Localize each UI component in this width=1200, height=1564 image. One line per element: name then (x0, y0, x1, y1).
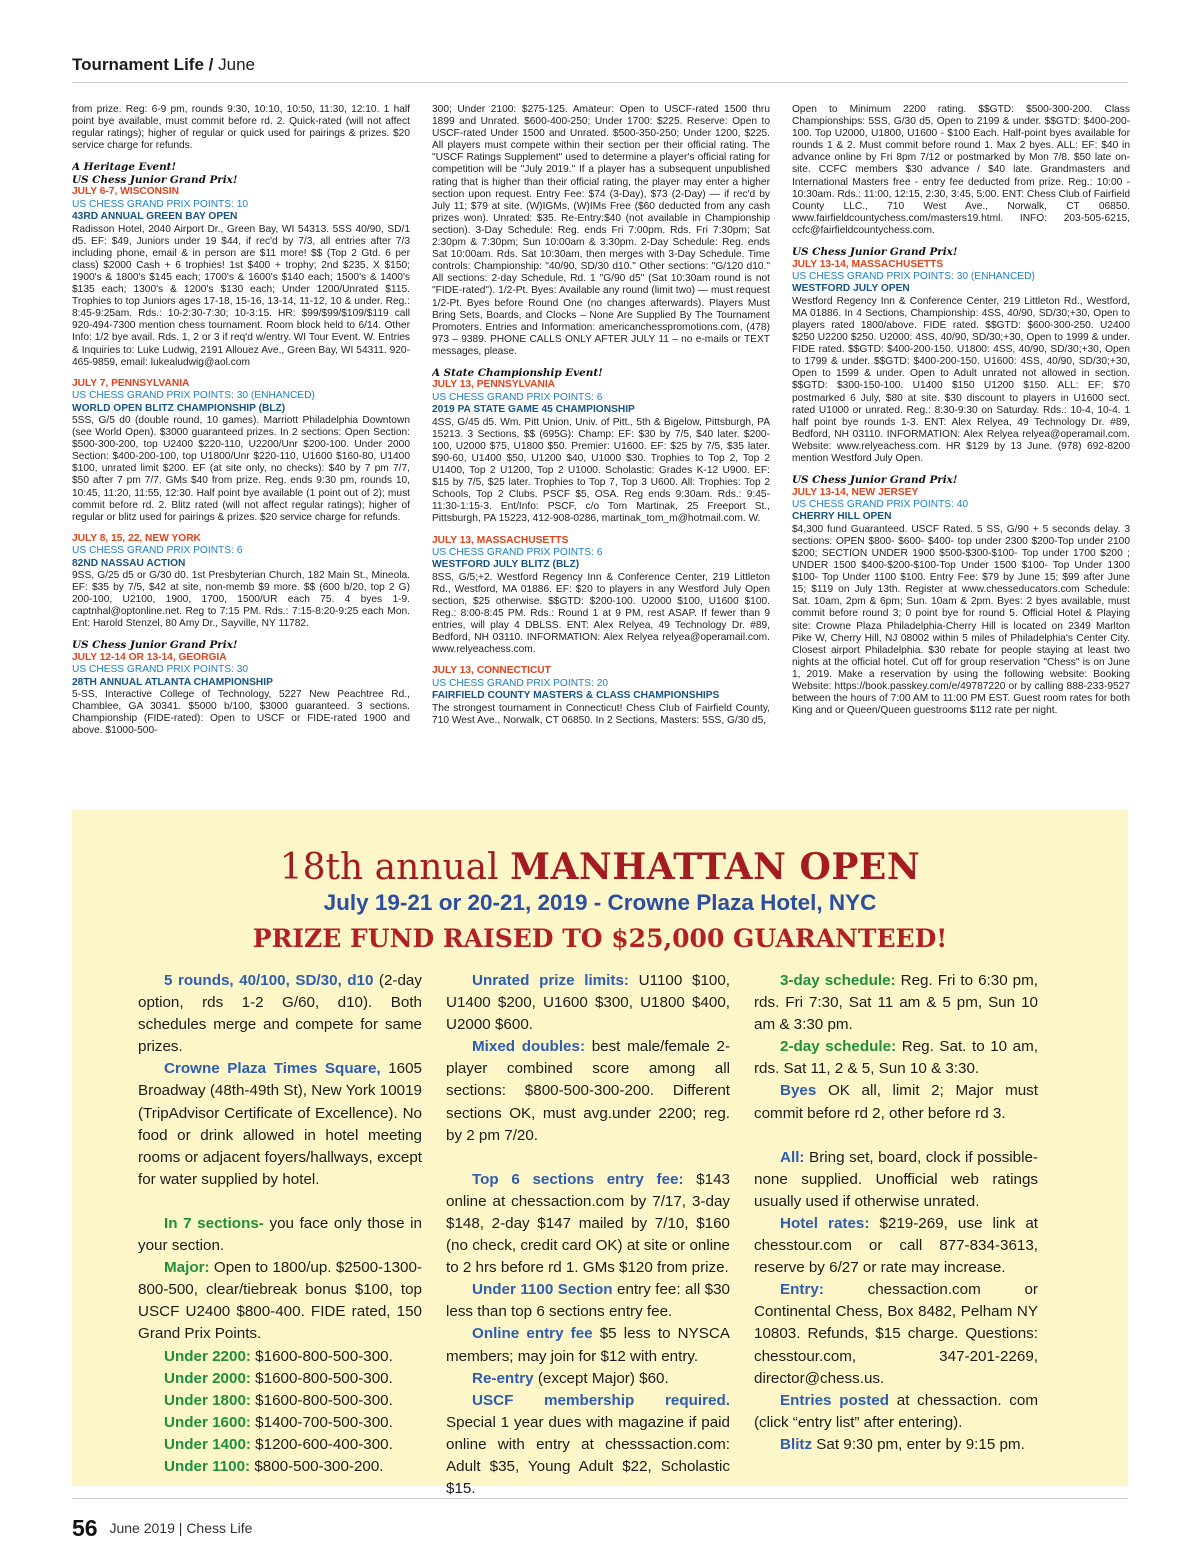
page-number: 56 (72, 1515, 98, 1541)
event-gp-points: US CHESS GRAND PRIX POINTS: 6 (72, 545, 243, 557)
event-gp-points: US CHESS GRAND PRIX POINTS: 20 (432, 677, 609, 689)
listing-column-1 (72, 104, 410, 794)
ad-paragraph (446, 1390, 730, 1500)
ad-text: OK all, limit 2; Major must commit before rd 2, other before rd 3. (754, 1082, 1038, 1122)
ad-paragraph (754, 1434, 1038, 1456)
ad-highlight: Under 1100: (164, 1457, 251, 1475)
ad-text: Reg. Sat. to 10 am, rds. Sat 11, 2 & 5, Sun 10 & 3:30. (754, 1038, 1038, 1078)
ad-paragraph (754, 1390, 1038, 1434)
event-westford-july-open (792, 246, 1130, 465)
ad-text: $1600-800-500-300. (250, 1391, 393, 1409)
ad-highlight: Under 1800: (164, 1391, 251, 1409)
event-name: FAIRFIELD COUNTY MASTERS & CLASS CHAMPIONSHIPS (432, 690, 720, 702)
ad-column-3 (754, 970, 1038, 1456)
ad-highlight: USCF membership required. (472, 1391, 730, 1409)
ad-highlight: Unrated prize limits: (472, 972, 629, 989)
ad-highlight: 3-day schedule: (780, 972, 896, 989)
ad-paragraph (446, 1368, 730, 1390)
event-details: Radisson Hotel, 2040 Airport Dr., Green Bay, WI 54313. 5SS 40/90, SD/1 d5. EF: $49, Juniors under 19 $44, if rec'd by 7/3, all entries after 7/3 including phone, email & in person are $11 more! $$ (Top 2 Gtd. 6 per class) $2000 Cash + 6 trophies! 1st $400 + trophy; 2nd $235, X $150; 1900's & 1800's $145 each; 1700's & 1600's $140 each; 1500's & 1400's $135 each; 1300's & 1200's $130 each; Under 1200/Unrated $115. Trophies to top Juniors ages 17-18, 15-16, 13-14, 11-12, 10 & under. Reg.: 8:45-9:25am. Rds.: 10-2:30-7:30; 10-3:15. HR: $99/$99/$109/$119 call 920-494-7300 mention chess tournament. Room block held to 6/14. Other Info: 1/2 bye avail. Rds. 1, 2 or 3 if req'd w/entry. WI Tour Event. W. Entries & Inquiries to: Luke Ludwig, 2191 Allouez Ave., Green Bay, WI 54311. 920-465-9859, email: lukealudwig@aol.com (72, 223, 410, 368)
event-nassau-action (72, 533, 410, 631)
event-name: CHERRY HILL OPEN (792, 511, 892, 523)
event-name: WESTFORD JULY BLITZ (BLZ) (432, 559, 580, 571)
event-tag: US Chess Junior Grand Prix! (792, 474, 958, 487)
ad-highlight: Under 1100 Section (472, 1281, 613, 1299)
footer-magazine: Chess Life (186, 1520, 253, 1536)
event-fairfield-county-masters (432, 665, 770, 726)
ad-highlight: Hotel rates: (780, 1214, 870, 1232)
ad-text: best male/female 2-player combined score among all sections: $800-500-300-200. Different sections OK, must avg.under 2200; reg. by 2 pm 7/20. (446, 1038, 731, 1144)
ad-text: (except Major) $60. (533, 1369, 669, 1387)
ad-title-prefix: 18th annual (279, 847, 499, 888)
ad-dates: July 19-21 or 20-21, 2019 - Crowne Plaza Hotel, NYC (323, 890, 877, 915)
ad-prize-line (138, 1346, 422, 1368)
ad-highlight: 5 rounds, 40/100, SD/30, d10 (164, 972, 374, 989)
ad-prize-line (138, 1456, 422, 1478)
event-date: JULY 7, PENNSYLVANIA (72, 377, 190, 389)
ad-paragraph (754, 1036, 1038, 1080)
event-cherry-hill-open (792, 474, 1130, 717)
ad-text: U1100 $100, U1400 $200, U1600 $300, U1800 $400, U2000 $600. (446, 972, 731, 1034)
ad-text: $219-269, use link at chesstour.com or call 877-834-3613, reserve by 6/27 or rate may increase. (754, 1214, 1038, 1277)
event-westford-july-blitz (432, 535, 770, 657)
event-gp-points: US CHESS GRAND PRIX POINTS: 6 (432, 546, 603, 558)
ad-prize-fund: PRIZE FUND RAISED TO $25,000 GUARANTEED! (252, 924, 948, 953)
ad-highlight: Under 1400: (164, 1435, 251, 1453)
ad-highlight: Entries posted (780, 1391, 890, 1409)
event-tag: A State Championship Event! (432, 366, 603, 379)
ad-paragraph (138, 1213, 422, 1257)
footer-rule (72, 1498, 1128, 1499)
event-details: The strongest tournament in Connecticut! Chess Club of Fairfield County, 710 West Ave., Norwalk, CT 06850. In 2 Sections, Masters: 5SS, G/30 d5, (432, 702, 770, 726)
ad-paragraph (754, 1279, 1038, 1389)
running-header (72, 55, 255, 75)
event-details: 5-SS, Interactive College of Technology, 5227 New Peachtree Rd., Chamblee, GA 30341. $5000 b/100, $3000 guaranteed. 3 sections. Championship (FIDE-rated): Open to USCF or FIDE-rated 1900 and above. $1000-500- (72, 689, 410, 737)
header-separator: / (208, 55, 214, 74)
ad-text: $143 online at chessaction.com by 7/17, 3-day $148, 2-day $147 mailed by 7/10, $160 (no check, credit card OK) at site or online to 2 hrs before rd 1. GMs $120 from prize. (446, 1170, 730, 1277)
ad-paragraph (754, 970, 1038, 1036)
event-date: JULY 6-7, WISCONSIN (72, 186, 179, 198)
event-tag: US Chess Junior Grand Prix! (72, 173, 238, 186)
ad-paragraph (138, 1058, 422, 1191)
ad-text: $800-500-300-200. (250, 1457, 384, 1475)
header-rule (72, 82, 1128, 83)
event-name: WESTFORD JULY OPEN (792, 283, 910, 295)
ad-column-1 (138, 970, 422, 1478)
ad-highlight: Byes (780, 1082, 817, 1100)
ad-paragraph (138, 970, 422, 1058)
ad-text: Sat 9:30 pm, enter by 9:15 pm. (812, 1435, 1025, 1453)
event-details: 5SS, G/5 d0 (double round, 10 games). Marriott Philadelphia Downtown (see World Open). $3000 guaranteed prizes. In 2 sections: Open Section: $500-300-200, top U2400 $220-110, U2200/Unr $200-100. Under 2000 Section: $400-200-100, top U1800/Unr $220-110, U1600 $160-80, U1400 $100, unrated limit $200. EF (at site only, no checks): $40 by 7 pm 7/7, $50 after 7 pm 7/7. GMs $40 from prize. Reg. ends 9:30 pm, rounds 10, 10:45, 11:20, 11:55, 12:30. Half point bye available (1 point out of 2); must commit before rd. 2. Blitz rated (will not affect regular ratings); higher of regular or blitz used for pairings & prizes. $20 service charge for refunds. (72, 414, 410, 523)
event-date: JULY 13, CONNECTICUT (432, 665, 551, 677)
ad-highlight: 2-day schedule: (780, 1038, 897, 1056)
event-details: 8SS, G/5;+2. Westford Regency Inn & Conference Center, 219 Littleton Rd., Westford, MA 01886. EF: $20 to players in any Westford July Open section, $25 otherwise. $$GTD: $200-100. U2000 $100, U1600 $100. Reg.: 8:00-8:45 PM. Rds.: Round 1 at 9 PM, rest ASAP. If fewer than 9 entries, will play 4 DBLSS. ENT: Alex Relyea, 49 Technology Dr. #89, Bedford, NH 03110. INFORMATION: Alex Relyea relyea@operamail.com. www.relyeachess.com. (432, 571, 770, 656)
event-gp-points: US CHESS GRAND PRIX POINTS: 30 (ENHANCED) (72, 390, 315, 402)
ad-text: Open to 1800/up. $2500-1300-800-500, clear/tiebreak bonus $100, top USCF U2400 $800-400. FIDE rated, 150 Grand Prix Points. (138, 1259, 422, 1343)
event-gp-points: US CHESS GRAND PRIX POINTS: 10 (72, 198, 249, 210)
event-name: 43RD ANNUAL GREEN BAY OPEN (72, 211, 238, 223)
ad-highlight: Under 2000: (164, 1369, 251, 1387)
tournament-listings (72, 104, 1130, 794)
event-details: Westford Regency Inn & Conference Center, 219 Littleton Rd., Westford, MA 01886. In 4 Sections, Championship: 4SS, 40/90, SD/30;+30, Open to players rated 1800/above. FIDE rated. $$GTD: $600-300-250. U2400 $250 U2200 $250. U2000: 4SS, 40/90, SD/30;+30, Open to 1999 & under. FIDE rated. $$GTD: $400-200-150. U1800: 4SS, 40/90, SD/30;+30, Open to 1799 & under. $$GTD: $400-200-150. U1600: 4SS, 40/90, SD/30;+30, Open to 1599 & under. Open to Adult unrated not allowed in section. $$GTD: $300-150-100. U1400 $150 U1200 $150. ALL: EF: $70 postmarked 6 July, $80 at site. $30 discount to players in U1600 sect. rated U1000 or unrated. Reg.: 8:30-9:30 on Saturday. Rds.: 10-4, 10-4. 1 half point bye rounds 1-3. ENT: Alex Relyea, 49 Technology Dr. #89, Bedford, NH 03110. INFORMATION: Alex Relyea relyea@operamail.com. Website: www.relyeachess.com. HR $129 by 13 June. (978) 692-8200 mention Westford July Open. (792, 295, 1130, 464)
ad-highlight: Entry: (780, 1281, 824, 1299)
continued-text: from prize. Reg: 6-9 pm, rounds 9:30, 10:10, 10:50, 11:30, 12:10. 1 half point bye available, must commit before rd. 2. Quick-rated (will not affect regular ratings); higher of regular or quick used for pairings & prizes. $20 service charge for refunds. (72, 104, 410, 152)
listing-column-2 (432, 104, 770, 794)
ad-text: Bring set, board, clock if possible-none supplied. Unofficial web ratings usually used if otherwise unrated. (754, 1148, 1038, 1210)
event-name: 28TH ANNUAL ATLANTA CHAMPIONSHIP (72, 676, 273, 688)
ad-highlight: Major: (164, 1259, 210, 1277)
event-date: JULY 8, 15, 22, NEW YORK (72, 532, 201, 544)
event-pa-state-game-45 (432, 367, 770, 526)
ad-highlight: Crowne Plaza Times Square, (164, 1060, 381, 1078)
event-name: 2019 PA STATE GAME 45 CHAMPIONSHIP (432, 404, 635, 416)
ad-paragraph (446, 1279, 730, 1323)
ad-paragraph (446, 970, 730, 1036)
event-date: JULY 13, MASSACHUSETTS (432, 534, 569, 546)
event-gp-points: US CHESS GRAND PRIX POINTS: 30 (ENHANCED) (792, 270, 1035, 282)
event-details: 4SS, G/45 d5. Wm. Pitt Union, Univ. of Pitt., 5th & Bigelow, Pittsburgh, PA 15213. 3 Sections, $$ (695G): Champ: EF: $30 by 7/5, $40 later. $200-100, U2000 $75, U1800 $50. Premier: U1600. EF: $25 by 7/5, $35 later. $90-60, U1400 $50, U1200 $40, U1000 $30. Trophies to Top 2, Top 2 U1400, Top 2 U1200, Top 2 U1000. Scholastic: Grades K-12 U900. EF: $15 by 7/5, $25 later. Trophies to Top 7, Top 3 U600. All: Trophies: Top 2 Schools, Top 2 Clubs. PSCF $5, OSA. Reg ends 9:30am. Rds.: 9:45-11:30-1:15-3. Ent/Info: PSCF, c/o Tom Martinak, 25 Freeport St., Pittsburgh, PA 15223, 412-908-0286, martinak_tom_m@hotmail.com. W. (432, 416, 770, 525)
ad-text: $1200-600-400-300. (250, 1435, 393, 1453)
event-tag: US Chess Junior Grand Prix! (72, 639, 238, 652)
ad-text: chessaction.com or Continental Chess, Box 8482, Pelham NY 10803. Refunds, $15 charge. Questions: chesstour.com, 347-201-2269, director@chess.us. (754, 1281, 1038, 1387)
ad-paragraph (754, 1213, 1038, 1279)
header-month: June (218, 55, 255, 74)
ad-text: you face only those in your section. (138, 1214, 422, 1255)
event-gp-points: US CHESS GRAND PRIX POINTS: 30 (72, 664, 249, 676)
ad-paragraph (446, 1036, 730, 1146)
ad-title-main: MANHATTAN OPEN (510, 846, 921, 888)
event-world-open-blitz (72, 378, 410, 524)
ad-text: entry fee: all $30 less than top 6 sections entry fee. (446, 1281, 730, 1321)
ad-prize-line (138, 1434, 422, 1456)
event-details: 9SS, G/25 d5 or G/30 d0. 1st Presbyterian Church, 182 Main St., Mineola. EF: $35 by 7/5, $42 at site, non-memb $9 more. $$ (600 b/20, top 2 G) 200-100, U2100, 1900, 1700, 1500/UR each 75. 4 byes 1-9. captnhal@optonline.net. Reg to 7:15 PM. Rds.: 7:15-8:20-9:25 each Mon. Ent: Harold Stenzel, 80 Amy Dr., Sayville, NY 11782. (72, 570, 410, 630)
ad-text: $5 less to NYSCA members; may join for $12 with entry. (446, 1325, 730, 1365)
ad-title (72, 846, 1128, 888)
event-details: $4,300 fund Guaranteed. USCF Rated. 5 SS, G/90 + 5 seconds delay. 3 sections: OPEN $800- $600- $400- top under 2300 $200-Top under 2100 $200; SECTION UNDER 1900 $500-$300-$100- Top under 1700 $200 ; UNDER 1500 $400-$200-$100-Top Under 1500 $100- Top Under 1300 $100- Top Under 1100 $100. Entry Fee: $79 by June 15; $99 after June 15; $119 on July 13th. Register at www.chesseducators.com Schedule: Sat. 10am, 2pm & 6pm; Sun. 10am & 2pm. Byes: 2 byes available, must commit before round 3; 0 point bye for round 5. Official Hotel & Playing site: Crowne Plaza Philadelphia-Cherry Hill is located on 2349 Marlton Pike W, Cherry Hill, NJ 08002 within 5 miles of Philadelphia's Center City. Closest airport Philadelphia. $30 rebate for people staying at least two nights at the official hotel. Cut off for group reservation "Chess" is on June 1, 2019. Make a reservation by using the following website: Booking Website: https://book.passkey.com/e/49787220 or by calling 888-233-9527 between the hours of 7:00 AM to 11:00 PM EST. Guest room rates for both King and or Queen/Queen guestrooms $112 rate per night. (792, 523, 1130, 717)
event-tag: US Chess Junior Grand Prix! (792, 246, 958, 259)
ad-text: at chessaction. com (click “entry list” after entering). (754, 1391, 1038, 1431)
ad-highlight: In 7 sections- (164, 1214, 264, 1232)
ad-highlight: Under 1600: (164, 1413, 251, 1431)
footer-issue: June 2019 (109, 1520, 175, 1536)
event-gp-points: US CHESS GRAND PRIX POINTS: 40 (792, 498, 969, 510)
ad-highlight: Re-entry (472, 1369, 534, 1387)
ad-paragraph (138, 1257, 422, 1345)
ad-highlight: Under 2200: (164, 1347, 251, 1365)
ad-paragraph (754, 1147, 1038, 1213)
ad-prize-line (138, 1390, 422, 1412)
ad-text: Special 1 year dues with magazine if paid online with entry at chesssaction.com: Adult $35, Young Adult $22, Scholastic $15. (446, 1413, 730, 1498)
page-footer (72, 1515, 252, 1542)
section-title: Tournament Life (72, 55, 204, 74)
spacer (138, 1191, 422, 1213)
continued-text: Open to Minimum 2200 rating. $$GTD: $500-300-200. Class Championships: 5SS, G/30 d5, Open to 2199 & under. $$GTD: $400-200-100. Top U2000, U1800, U1600 - $100 Each. Half-point byes available for rounds 1 & 2. Must commit before round 1. Max 2 byes. ALL: EF: $40 in advance online by Fri 8pm 7/12 or postmarked by Mon 7/8. $50 late on-site. CCFC members $30 advance / $40 late. Grandmasters and International Masters free - entry fee deducted from prize. Reg.: 10:00 - 10:30am. Rds.: 11:00, 12:15, 2:30, 3:45, 5:00. ENT: Chess Club of Fairfield County LLC., 710 West Ave., Norwalk, CT 06850. www.fairfieldcountychess.com/masters19.html. INFO: 203-505-6215, ccfc@fairfieldcountychess.com. (792, 104, 1130, 236)
listing-column-3 (792, 104, 1130, 794)
event-date: JULY 13-14, MASSACHUSETTS (792, 258, 944, 270)
ad-highlight: Top 6 sections entry fee: (472, 1170, 684, 1188)
continued-text: 300; Under 2100: $275-125. Amateur: Open to USCF-rated 1500 thru 1899 and Unrated. $600-400-250; Under 1700: $225. Reserve: Open to USCF-rated Under 1500 and Unrated. $500-350-250; Under 1200, $225. All players must compete within their section per their official rating. The "USCF Ratings Supplement" used to determine a player's official rating for competition will be "July 2019." If a player has a subsequent unpublished rating that is higher than their official rating, the player may enter a higher section upon request. Entry Fee: $74 (3-Day), $73 (2-Day) — if rec'd by July 11; $79 at site. (W)IGMs, (W)IMs Free ($60 deducted from any cash prizes won). Unrated: $35. Re-Entry:$40 (not available in Championship section). 3-Day Schedule: Reg. ends Fri 7:00pm. Rds. Fri 7:30pm; Sat 2:30pm & 7:30pm; Sun 10:00am & 3:30pm. 2-Day Schedule: Reg. ends Sat 10:00am. Rds. Sat 10:30am, then merges with 3-Day Schedule. Time controls: Championship: "40/90, SD/30 d10." Other sections: "G/120 d10." All sections: 2-day Schedule, Rd. 1 "G/90 d5" (Sat 10:30am round is not "FIDE-rated"). 1/2-Pt. Byes: Available any round (limit two) — must request 1/2-Pt. Byes before Round One (no changes afterwards). Players Must Bring Sets, Boards, and Clocks – None Are Supplied By The Tournament Promoters. Entries and Information: americanchesspromotions.com, (478) 973 – 9389. PHONE CALLS ONLY AFTER JULY 11 – no e-mails or TEXT messages, please. (432, 104, 770, 357)
ad-text: (2-day option, rds 1-2 G/60, d10). Both schedules merge and compete for same prizes. (138, 972, 422, 1056)
ad-highlight: Mixed doubles: (472, 1038, 586, 1056)
ad-highlight: All: (780, 1148, 805, 1166)
event-green-bay (72, 161, 410, 368)
ad-column-2 (446, 970, 730, 1500)
footer-separator: | (178, 1520, 183, 1536)
spacer (754, 1125, 1038, 1147)
event-name: 82ND NASSAU ACTION (72, 557, 186, 569)
ad-paragraph (446, 1169, 730, 1279)
ad-text: $1600-800-500-300. (250, 1347, 393, 1365)
event-date: JULY 13, PENNSYLVANIA (432, 379, 556, 391)
ad-prize-line (138, 1412, 422, 1434)
ad-highlight: Blitz (780, 1435, 813, 1453)
event-gp-points: US CHESS GRAND PRIX POINTS: 6 (432, 391, 603, 403)
event-tag: A Heritage Event! (72, 161, 177, 174)
event-date: JULY 12-14 OR 13-14, GEORGIA (72, 651, 227, 663)
event-name: WORLD OPEN BLITZ CHAMPIONSHIP (BLZ) (72, 402, 286, 414)
ad-text: Reg. Fri to 6:30 pm, rds. Fri 7:30, Sat 11 am & 5 pm, Sun 10 am & 3:30 pm. (754, 972, 1038, 1034)
ad-text: $1400-700-500-300. (250, 1413, 393, 1431)
ad-text: 1605 Broadway (48th-49th St), New York 10019 (TripAdvisor Certificate of Excellence). No food or drink allowed in hotel meeting rooms or adjacent foyers/hallways, except for water supplied by hotel. (138, 1060, 422, 1188)
ad-text: $1600-800-500-300. (250, 1369, 393, 1387)
ad-paragraph (754, 1080, 1038, 1124)
spacer (446, 1147, 730, 1169)
ad-highlight: Online entry fee (472, 1325, 593, 1343)
ad-paragraph (446, 1323, 730, 1367)
manhattan-open-ad (72, 810, 1128, 1498)
event-atlanta-championship (72, 639, 410, 737)
ad-prize-line (138, 1368, 422, 1390)
event-date: JULY 13-14, NEW JERSEY (792, 486, 919, 498)
